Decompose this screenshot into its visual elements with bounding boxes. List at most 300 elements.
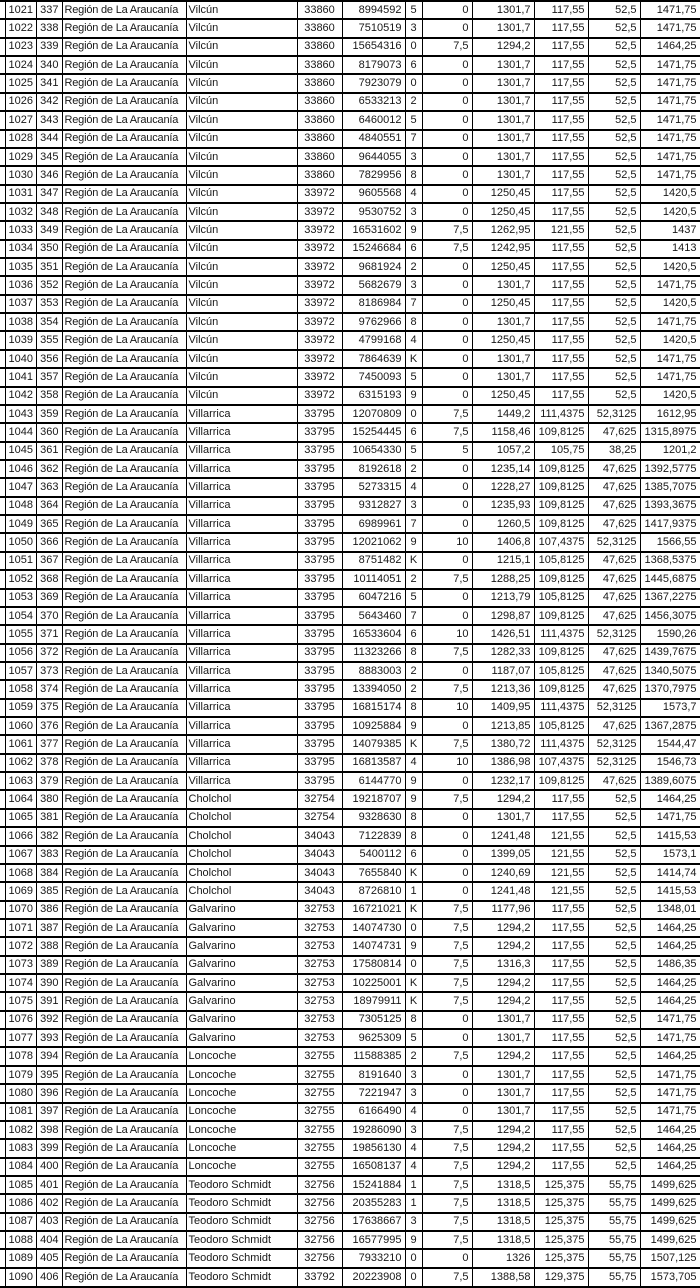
cell-comuna[interactable]: Galvarino <box>186 1029 297 1047</box>
cell-sequence-number[interactable]: 360 <box>36 423 62 441</box>
cell-value-3[interactable]: 111,4375 <box>534 625 588 643</box>
cell-sequence-number[interactable]: 344 <box>36 130 62 148</box>
cell-value-5[interactable]: 1340,5075 <box>640 662 700 680</box>
cell-sequence-number[interactable]: 349 <box>36 221 62 239</box>
cell-region[interactable]: Región de La Araucanía <box>62 919 186 937</box>
cell-value-4[interactable]: 52,5 <box>588 1047 640 1065</box>
cell-value-5[interactable]: 1471,75 <box>640 1 700 19</box>
cell-region[interactable]: Región de La Araucanía <box>62 864 186 882</box>
cell-code[interactable]: 33972 <box>297 368 342 386</box>
cell-serial-number[interactable]: 10114051 <box>342 570 405 588</box>
cell-value-1[interactable]: 5 <box>422 442 472 460</box>
cell-value-4[interactable]: 52,5 <box>588 313 640 331</box>
cell-check-digit[interactable]: 2 <box>405 680 422 698</box>
cell-row-number[interactable]: 1071 <box>5 919 36 937</box>
cell-row-number[interactable]: 1065 <box>5 809 36 827</box>
cell-comuna[interactable]: Villarrica <box>186 644 297 662</box>
cell-region[interactable]: Región de La Araucanía <box>62 148 186 166</box>
cell-row-number[interactable]: 1046 <box>5 460 36 478</box>
cell-region[interactable]: Región de La Araucanía <box>62 552 186 570</box>
cell-check-digit[interactable]: 3 <box>405 1084 422 1102</box>
cell-value-2[interactable]: 1294,2 <box>472 937 534 955</box>
cell-check-digit[interactable]: 7 <box>405 607 422 625</box>
cell-value-1[interactable]: 0 <box>422 1103 472 1121</box>
cell-region[interactable]: Región de La Araucanía <box>62 901 186 919</box>
cell-code[interactable]: 34043 <box>297 882 342 900</box>
cell-serial-number[interactable]: 10225001 <box>342 974 405 992</box>
cell-check-digit[interactable]: 2 <box>405 570 422 588</box>
cell-row-number[interactable]: 1090 <box>5 1268 36 1287</box>
cell-value-1[interactable]: 0 <box>422 515 472 533</box>
cell-serial-number[interactable]: 14074730 <box>342 919 405 937</box>
cell-serial-number[interactable]: 7450093 <box>342 368 405 386</box>
cell-check-digit[interactable]: 9 <box>405 533 422 551</box>
cell-sequence-number[interactable]: 400 <box>36 1158 62 1176</box>
cell-value-4[interactable]: 52,5 <box>588 19 640 37</box>
cell-value-1[interactable]: 7,5 <box>422 937 472 955</box>
cell-value-5[interactable]: 1464,25 <box>640 937 700 955</box>
cell-sequence-number[interactable]: 348 <box>36 203 62 221</box>
cell-value-1[interactable]: 7,5 <box>422 38 472 56</box>
cell-sequence-number[interactable]: 398 <box>36 1121 62 1139</box>
cell-value-5[interactable]: 1420,5 <box>640 258 700 276</box>
cell-code[interactable]: 33860 <box>297 148 342 166</box>
cell-value-3[interactable]: 117,55 <box>534 1139 588 1157</box>
cell-comuna[interactable]: Galvarino <box>186 974 297 992</box>
cell-value-2[interactable]: 1318,5 <box>472 1176 534 1194</box>
cell-value-4[interactable]: 52,5 <box>588 809 640 827</box>
cell-region[interactable]: Región de La Araucanía <box>62 295 186 313</box>
cell-serial-number[interactable]: 12070809 <box>342 405 405 423</box>
cell-code[interactable]: 33860 <box>297 38 342 56</box>
cell-value-3[interactable]: 111,4375 <box>534 699 588 717</box>
cell-region[interactable]: Región de La Araucanía <box>62 331 186 349</box>
cell-check-digit[interactable]: K <box>405 992 422 1010</box>
cell-code[interactable]: 33795 <box>297 497 342 515</box>
cell-value-4[interactable]: 52,5 <box>588 258 640 276</box>
cell-value-5[interactable]: 1393,3675 <box>640 497 700 515</box>
cell-row-number[interactable]: 1063 <box>5 772 36 790</box>
cell-value-1[interactable]: 7,5 <box>422 956 472 974</box>
cell-value-3[interactable]: 117,55 <box>534 1103 588 1121</box>
cell-value-5[interactable]: 1420,5 <box>640 185 700 203</box>
cell-value-3[interactable]: 117,55 <box>534 130 588 148</box>
cell-value-3[interactable]: 117,55 <box>534 1066 588 1084</box>
cell-serial-number[interactable]: 6533213 <box>342 93 405 111</box>
cell-value-5[interactable]: 1415,53 <box>640 882 700 900</box>
cell-code[interactable]: 32755 <box>297 1047 342 1065</box>
cell-check-digit[interactable]: 4 <box>405 1103 422 1121</box>
cell-value-3[interactable]: 117,55 <box>534 992 588 1010</box>
cell-value-4[interactable]: 52,5 <box>588 919 640 937</box>
cell-row-number[interactable]: 1059 <box>5 699 36 717</box>
cell-value-2[interactable]: 1301,7 <box>472 1011 534 1029</box>
cell-value-3[interactable]: 117,55 <box>534 937 588 955</box>
cell-value-5[interactable]: 1464,25 <box>640 1158 700 1176</box>
cell-region[interactable]: Región de La Araucanía <box>62 662 186 680</box>
cell-serial-number[interactable]: 8179073 <box>342 56 405 74</box>
cell-value-3[interactable]: 107,4375 <box>534 754 588 772</box>
cell-sequence-number[interactable]: 402 <box>36 1194 62 1212</box>
cell-sequence-number[interactable]: 373 <box>36 662 62 680</box>
cell-serial-number[interactable]: 20355283 <box>342 1194 405 1212</box>
cell-value-2[interactable]: 1250,45 <box>472 203 534 221</box>
cell-value-5[interactable]: 1439,7675 <box>640 644 700 662</box>
cell-value-2[interactable]: 1318,5 <box>472 1194 534 1212</box>
cell-value-3[interactable]: 117,55 <box>534 974 588 992</box>
cell-comuna[interactable]: Teodoro Schmidt <box>186 1213 297 1231</box>
cell-row-number[interactable]: 1028 <box>5 130 36 148</box>
cell-value-5[interactable]: 1445,6875 <box>640 570 700 588</box>
cell-value-1[interactable]: 0 <box>422 589 472 607</box>
cell-region[interactable]: Región de La Araucanía <box>62 882 186 900</box>
cell-value-5[interactable]: 1573,1 <box>640 846 700 864</box>
cell-value-1[interactable]: 0 <box>422 313 472 331</box>
cell-comuna[interactable]: Vilcún <box>186 350 297 368</box>
cell-sequence-number[interactable]: 364 <box>36 497 62 515</box>
cell-value-3[interactable]: 109,8125 <box>534 478 588 496</box>
cell-check-digit[interactable]: K <box>405 735 422 753</box>
cell-comuna[interactable]: Cholchol <box>186 827 297 845</box>
cell-value-2[interactable]: 1215,1 <box>472 552 534 570</box>
cell-value-3[interactable]: 107,4375 <box>534 533 588 551</box>
cell-value-5[interactable]: 1471,75 <box>640 1084 700 1102</box>
cell-code[interactable]: 33795 <box>297 552 342 570</box>
cell-check-digit[interactable]: 3 <box>405 276 422 294</box>
cell-row-number[interactable]: 1074 <box>5 974 36 992</box>
cell-value-5[interactable]: 1471,75 <box>640 111 700 129</box>
cell-value-2[interactable]: 1294,2 <box>472 974 534 992</box>
cell-value-2[interactable]: 1213,85 <box>472 717 534 735</box>
cell-value-1[interactable]: 10 <box>422 625 472 643</box>
cell-serial-number[interactable]: 19218707 <box>342 790 405 808</box>
cell-check-digit[interactable]: 1 <box>405 882 422 900</box>
cell-value-1[interactable]: 7,5 <box>422 1121 472 1139</box>
cell-comuna[interactable]: Cholchol <box>186 846 297 864</box>
cell-serial-number[interactable]: 9605568 <box>342 185 405 203</box>
cell-row-number[interactable]: 1086 <box>5 1194 36 1212</box>
cell-row-number[interactable]: 1024 <box>5 56 36 74</box>
cell-row-number[interactable]: 1044 <box>5 423 36 441</box>
cell-value-5[interactable]: 1573,705 <box>640 1268 700 1287</box>
cell-value-4[interactable]: 52,5 <box>588 148 640 166</box>
cell-check-digit[interactable]: 5 <box>405 589 422 607</box>
cell-serial-number[interactable]: 9312827 <box>342 497 405 515</box>
cell-sequence-number[interactable]: 362 <box>36 460 62 478</box>
cell-comuna[interactable]: Teodoro Schmidt <box>186 1176 297 1194</box>
cell-value-1[interactable]: 0 <box>422 717 472 735</box>
cell-region[interactable]: Región de La Araucanía <box>62 533 186 551</box>
cell-value-4[interactable]: 47,625 <box>588 552 640 570</box>
cell-code[interactable]: 32756 <box>297 1176 342 1194</box>
cell-value-5[interactable]: 1420,5 <box>640 203 700 221</box>
cell-check-digit[interactable]: 9 <box>405 717 422 735</box>
cell-value-2[interactable]: 1294,2 <box>472 38 534 56</box>
cell-row-number[interactable]: 1080 <box>5 1084 36 1102</box>
cell-sequence-number[interactable]: 339 <box>36 38 62 56</box>
cell-comuna[interactable]: Vilcún <box>186 313 297 331</box>
cell-serial-number[interactable]: 11323266 <box>342 644 405 662</box>
cell-value-5[interactable]: 1414,74 <box>640 864 700 882</box>
cell-comuna[interactable]: Loncoche <box>186 1139 297 1157</box>
cell-row-number[interactable]: 1047 <box>5 478 36 496</box>
cell-comuna[interactable]: Loncoche <box>186 1066 297 1084</box>
cell-value-4[interactable]: 52,5 <box>588 846 640 864</box>
cell-value-5[interactable]: 1471,75 <box>640 276 700 294</box>
cell-value-1[interactable]: 10 <box>422 533 472 551</box>
cell-comuna[interactable]: Vilcún <box>186 185 297 203</box>
cell-region[interactable]: Región de La Araucanía <box>62 956 186 974</box>
cell-row-number[interactable]: 1022 <box>5 19 36 37</box>
cell-value-2[interactable]: 1301,7 <box>472 368 534 386</box>
cell-check-digit[interactable]: 1 <box>405 1176 422 1194</box>
cell-check-digit[interactable]: 8 <box>405 827 422 845</box>
cell-region[interactable]: Región de La Araucanía <box>62 809 186 827</box>
cell-region[interactable]: Región de La Araucanía <box>62 313 186 331</box>
cell-value-2[interactable]: 1380,72 <box>472 735 534 753</box>
cell-value-3[interactable]: 117,55 <box>534 258 588 276</box>
cell-code[interactable]: 32756 <box>297 1213 342 1231</box>
cell-value-4[interactable]: 55,75 <box>588 1231 640 1249</box>
cell-sequence-number[interactable]: 359 <box>36 405 62 423</box>
cell-row-number[interactable]: 1036 <box>5 276 36 294</box>
cell-value-4[interactable]: 52,5 <box>588 790 640 808</box>
cell-value-3[interactable]: 109,8125 <box>534 680 588 698</box>
cell-code[interactable]: 32753 <box>297 937 342 955</box>
cell-row-number[interactable]: 1034 <box>5 240 36 258</box>
cell-row-number[interactable]: 1075 <box>5 992 36 1010</box>
cell-value-5[interactable]: 1348,01 <box>640 901 700 919</box>
cell-value-1[interactable]: 0 <box>422 607 472 625</box>
cell-value-1[interactable]: 7,5 <box>422 790 472 808</box>
cell-value-1[interactable]: 7,5 <box>422 919 472 937</box>
cell-sequence-number[interactable]: 406 <box>36 1268 62 1287</box>
cell-value-1[interactable]: 0 <box>422 1011 472 1029</box>
cell-value-4[interactable]: 52,5 <box>588 350 640 368</box>
cell-value-1[interactable]: 0 <box>422 74 472 92</box>
cell-value-3[interactable]: 117,55 <box>534 901 588 919</box>
cell-value-2[interactable]: 1301,7 <box>472 313 534 331</box>
cell-region[interactable]: Región de La Araucanía <box>62 1231 186 1249</box>
cell-comuna[interactable]: Loncoche <box>186 1103 297 1121</box>
cell-comuna[interactable]: Cholchol <box>186 864 297 882</box>
cell-row-number[interactable]: 1082 <box>5 1121 36 1139</box>
cell-value-2[interactable]: 1449,2 <box>472 405 534 423</box>
cell-row-number[interactable]: 1056 <box>5 644 36 662</box>
cell-region[interactable]: Región de La Araucanía <box>62 790 186 808</box>
cell-region[interactable]: Región de La Araucanía <box>62 937 186 955</box>
cell-value-4[interactable]: 47,625 <box>588 423 640 441</box>
cell-region[interactable]: Región de La Araucanía <box>62 19 186 37</box>
cell-serial-number[interactable]: 4799168 <box>342 331 405 349</box>
cell-check-digit[interactable]: 0 <box>405 74 422 92</box>
cell-comuna[interactable]: Cholchol <box>186 809 297 827</box>
cell-value-1[interactable]: 7,5 <box>422 992 472 1010</box>
cell-region[interactable]: Región de La Araucanía <box>62 735 186 753</box>
cell-code[interactable]: 34043 <box>297 864 342 882</box>
cell-sequence-number[interactable]: 352 <box>36 276 62 294</box>
cell-sequence-number[interactable]: 358 <box>36 387 62 405</box>
cell-value-2[interactable]: 1282,33 <box>472 644 534 662</box>
cell-comuna[interactable]: Villarrica <box>186 460 297 478</box>
cell-comuna[interactable]: Villarrica <box>186 717 297 735</box>
cell-sequence-number[interactable]: 356 <box>36 350 62 368</box>
cell-value-4[interactable]: 52,5 <box>588 295 640 313</box>
cell-code[interactable]: 33795 <box>297 570 342 588</box>
cell-value-2[interactable]: 1235,93 <box>472 497 534 515</box>
cell-value-2[interactable]: 1318,5 <box>472 1213 534 1231</box>
cell-value-5[interactable]: 1486,35 <box>640 956 700 974</box>
cell-check-digit[interactable]: 0 <box>405 38 422 56</box>
cell-value-2[interactable]: 1241,48 <box>472 882 534 900</box>
cell-value-1[interactable]: 0 <box>422 846 472 864</box>
cell-value-1[interactable]: 0 <box>422 460 472 478</box>
cell-comuna[interactable]: Vilcún <box>186 1 297 19</box>
cell-row-number[interactable]: 1042 <box>5 387 36 405</box>
cell-check-digit[interactable]: 2 <box>405 258 422 276</box>
cell-serial-number[interactable]: 15246684 <box>342 240 405 258</box>
cell-value-1[interactable]: 0 <box>422 148 472 166</box>
cell-comuna[interactable]: Villarrica <box>186 625 297 643</box>
cell-row-number[interactable]: 1048 <box>5 497 36 515</box>
cell-comuna[interactable]: Vilcún <box>186 387 297 405</box>
cell-value-1[interactable]: 7,5 <box>422 1268 472 1287</box>
cell-comuna[interactable]: Vilcún <box>186 19 297 37</box>
cell-value-2[interactable]: 1301,7 <box>472 74 534 92</box>
cell-value-4[interactable]: 52,5 <box>588 185 640 203</box>
cell-code[interactable]: 33795 <box>297 735 342 753</box>
cell-code[interactable]: 33972 <box>297 221 342 239</box>
cell-region[interactable]: Región de La Araucanía <box>62 1066 186 1084</box>
cell-value-1[interactable]: 0 <box>422 882 472 900</box>
cell-serial-number[interactable]: 7933210 <box>342 1249 405 1267</box>
cell-value-4[interactable]: 47,625 <box>588 680 640 698</box>
cell-value-3[interactable]: 111,4375 <box>534 735 588 753</box>
cell-row-number[interactable]: 1062 <box>5 754 36 772</box>
cell-comuna[interactable]: Teodoro Schmidt <box>186 1249 297 1267</box>
cell-value-1[interactable]: 7,5 <box>422 1231 472 1249</box>
cell-value-4[interactable]: 52,5 <box>588 38 640 56</box>
cell-sequence-number[interactable]: 397 <box>36 1103 62 1121</box>
cell-row-number[interactable]: 1084 <box>5 1158 36 1176</box>
cell-value-2[interactable]: 1326 <box>472 1249 534 1267</box>
cell-comuna[interactable]: Villarrica <box>186 442 297 460</box>
cell-value-4[interactable]: 52,5 <box>588 93 640 111</box>
cell-value-2[interactable]: 1158,46 <box>472 423 534 441</box>
cell-comuna[interactable]: Vilcún <box>186 221 297 239</box>
cell-serial-number[interactable]: 16815174 <box>342 699 405 717</box>
cell-row-number[interactable]: 1060 <box>5 717 36 735</box>
cell-serial-number[interactable]: 10925884 <box>342 717 405 735</box>
cell-comuna[interactable]: Galvarino <box>186 1011 297 1029</box>
cell-value-2[interactable]: 1301,7 <box>472 166 534 184</box>
cell-value-1[interactable]: 0 <box>422 1249 472 1267</box>
cell-region[interactable]: Región de La Araucanía <box>62 1249 186 1267</box>
cell-serial-number[interactable]: 8192618 <box>342 460 405 478</box>
cell-value-3[interactable]: 117,55 <box>534 1 588 19</box>
cell-row-number[interactable]: 1054 <box>5 607 36 625</box>
cell-value-2[interactable]: 1294,2 <box>472 790 534 808</box>
cell-region[interactable]: Región de La Araucanía <box>62 1121 186 1139</box>
cell-comuna[interactable]: Cholchol <box>186 882 297 900</box>
cell-comuna[interactable]: Vilcún <box>186 56 297 74</box>
cell-code[interactable]: 33795 <box>297 405 342 423</box>
cell-check-digit[interactable]: K <box>405 974 422 992</box>
cell-value-3[interactable]: 105,8125 <box>534 662 588 680</box>
cell-region[interactable]: Región de La Araucanía <box>62 276 186 294</box>
cell-row-number[interactable]: 1051 <box>5 552 36 570</box>
cell-value-4[interactable]: 47,625 <box>588 515 640 533</box>
cell-value-2[interactable]: 1301,7 <box>472 111 534 129</box>
cell-value-1[interactable]: 7,5 <box>422 1213 472 1231</box>
cell-sequence-number[interactable]: 369 <box>36 589 62 607</box>
cell-value-3[interactable]: 109,8125 <box>534 644 588 662</box>
cell-value-4[interactable]: 52,5 <box>588 882 640 900</box>
cell-check-digit[interactable]: 4 <box>405 754 422 772</box>
cell-region[interactable]: Región de La Araucanía <box>62 589 186 607</box>
cell-sequence-number[interactable]: 371 <box>36 625 62 643</box>
cell-region[interactable]: Región de La Araucanía <box>62 1194 186 1212</box>
cell-value-5[interactable]: 1368,5375 <box>640 552 700 570</box>
cell-value-2[interactable]: 1240,69 <box>472 864 534 882</box>
cell-value-5[interactable]: 1499,625 <box>640 1194 700 1212</box>
cell-region[interactable]: Región de La Araucanía <box>62 258 186 276</box>
cell-value-5[interactable]: 1612,95 <box>640 405 700 423</box>
cell-region[interactable]: Región de La Araucanía <box>62 111 186 129</box>
cell-serial-number[interactable]: 19856130 <box>342 1139 405 1157</box>
cell-row-number[interactable]: 1033 <box>5 221 36 239</box>
cell-comuna[interactable]: Vilcún <box>186 93 297 111</box>
cell-region[interactable]: Región de La Araucanía <box>62 846 186 864</box>
cell-value-2[interactable]: 1301,7 <box>472 809 534 827</box>
cell-serial-number[interactable]: 12021062 <box>342 533 405 551</box>
cell-value-4[interactable]: 52,5 <box>588 1066 640 1084</box>
cell-region[interactable]: Región de La Araucanía <box>62 974 186 992</box>
cell-check-digit[interactable]: 9 <box>405 937 422 955</box>
cell-check-digit[interactable]: 3 <box>405 1066 422 1084</box>
cell-sequence-number[interactable]: 368 <box>36 570 62 588</box>
cell-region[interactable]: Región de La Araucanía <box>62 240 186 258</box>
cell-value-4[interactable]: 52,5 <box>588 992 640 1010</box>
cell-value-4[interactable]: 52,5 <box>588 166 640 184</box>
cell-code[interactable]: 33860 <box>297 19 342 37</box>
cell-region[interactable]: Región de La Araucanía <box>62 1268 186 1287</box>
cell-value-1[interactable]: 10 <box>422 699 472 717</box>
cell-row-number[interactable]: 1087 <box>5 1213 36 1231</box>
cell-value-3[interactable]: 117,55 <box>534 956 588 974</box>
cell-serial-number[interactable]: 6989961 <box>342 515 405 533</box>
cell-code[interactable]: 32755 <box>297 1066 342 1084</box>
cell-value-3[interactable]: 117,55 <box>534 276 588 294</box>
cell-region[interactable]: Región de La Araucanía <box>62 1139 186 1157</box>
cell-row-number[interactable]: 1089 <box>5 1249 36 1267</box>
cell-value-5[interactable]: 1471,75 <box>640 166 700 184</box>
cell-region[interactable]: Región de La Araucanía <box>62 423 186 441</box>
cell-serial-number[interactable]: 4840551 <box>342 130 405 148</box>
cell-region[interactable]: Región de La Araucanía <box>62 203 186 221</box>
cell-serial-number[interactable]: 7221947 <box>342 1084 405 1102</box>
cell-sequence-number[interactable]: 361 <box>36 442 62 460</box>
cell-region[interactable]: Región de La Araucanía <box>62 221 186 239</box>
cell-sequence-number[interactable]: 351 <box>36 258 62 276</box>
cell-value-1[interactable]: 0 <box>422 111 472 129</box>
cell-serial-number[interactable]: 13394050 <box>342 680 405 698</box>
cell-value-3[interactable]: 117,55 <box>534 809 588 827</box>
cell-comuna[interactable]: Vilcún <box>186 111 297 129</box>
cell-value-5[interactable]: 1464,25 <box>640 790 700 808</box>
cell-code[interactable]: 33795 <box>297 662 342 680</box>
cell-value-2[interactable]: 1301,7 <box>472 276 534 294</box>
